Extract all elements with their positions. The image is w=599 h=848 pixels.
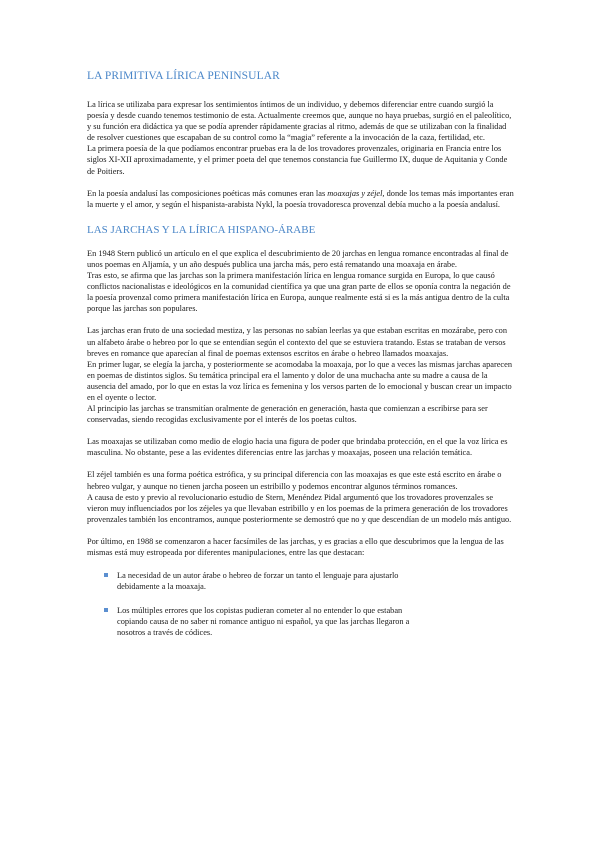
paragraph-gap [87, 458, 515, 469]
bullet-list [87, 570, 515, 638]
paragraph [87, 188, 515, 210]
section-subtitle: LAS JARCHAS Y LA LÍRICA HISPANO-ÁRABE [87, 223, 316, 236]
paragraph: A causa de esto y previo al revolucionario estudio de Stern, Menéndez Pidal argumentó que los trovadores provenzales se vieron muy influenciados por los zéjeles ya que llevaban estribillo y en los poemas de la primera generación de los trovadores provenzales también los encontramos, aunque posteriormente se demostró que no y que descendían de un modelo más antiguo. [87, 492, 512, 524]
square-bullet-icon [104, 573, 108, 577]
paragraph: En primer lugar, se elegía la jarcha, y posteriormente se acomodaba la moaxaja, por lo que a veces las mismas jarchas aparecen en poemas de distintos siglos. Su temática principal era el lamento y dolor de una muchacha ante su madre a causa de la ausencia del amado, por lo que en estas la voz lírica es femenina y los versos parten de lo emocional y buscan crear un impacto en el oyente o lector. [87, 359, 513, 402]
list-item-text: Los múltiples errores que los copistas pudieran cometer al no entender lo que estaban copiando causa de no saber ni romance antiguo ni español, ya que las jarchas llegaron a nosotros a través de códices. [117, 606, 410, 638]
square-bullet-icon [104, 608, 108, 612]
paragraph: El zéjel también es una forma poética estrófica, y su principal diferencia con las moaxajas es que este está escrito en árabe o hebreo vulgar, y aunque no tienen jarcha poseen un estribillo y podemos encontrar algunos términos romances. [87, 470, 502, 491]
paragraph-text: En la poesía andalusí las composiciones poéticas más comunes eran las [87, 188, 328, 198]
paragraph: La primera poesía de la que podíamos encontrar pruebas era la de los trovadores provenzales, originaria en Francia entre los siglos XI-XII aproximadamente, y el primer poeta del que tenemos constancia fue Guillermo IX, duque de Aquitania y Conde de Poitiers. [87, 144, 508, 176]
list-item [87, 570, 427, 592]
paragraph: Tras esto, se afirma que las jarchas son la primera manifestación lírica en lengua romance surgida en Europa, lo que causó conflictos nacionalistas e ideológicos en la comunidad científica ya que una gran parte de ellos se oponía contra la negación de la poesía provenzal como primera manifestación lírica en Europa, aunque realmente está si es la más antigua dentro de la culta porque las jarchas son populares. [87, 271, 511, 314]
paragraph-text: donde los temas más importantes eran la muerte y el amor, y según el hispanista-arabista Nykl, la poesía trovadoresca provenzal debía mucho a la poesía andalusí. [87, 188, 514, 209]
list-item [87, 605, 427, 638]
paragraph-gap [87, 425, 515, 436]
paragraph: En 1948 Stern publicó un artículo en el que explica el descubrimiento de 20 jarchas en lengua romance encontradas al final de unos poemas en Aljamía, y un año después publica una jarcha más, pero está rematando una moaxaja en árabe. [87, 248, 509, 269]
paragraph: Las moaxajas se utilizaban como medio de elogio hacia una figura de poder que brindaba protección, en el que la voz lírica es masculina. No obstante, pese a las evidentes diferencias entre las jarchas y moaxajas, poseen una relación temática. [87, 437, 508, 458]
page-title: LA PRIMITIVA LÍRICA PENINSULAR [87, 70, 280, 82]
paragraph-gap [87, 525, 515, 536]
paragraph: La lírica se utilizaba para expresar los sentimientos íntimos de un individuo, y debemos diferenciar entre cuando surgió la poesía y desde cuando tenemos testimonio de esta. Actualmente creemos que, aunque no haya pruebas, surgió en el paleolítico, y su función era didáctica ya que se podía aprender rápidamente gracias al ritmo, además de que se utilizaban con la finalidad de resolver cuestiones que escapaban de su control como la “magia” referente a la invocación de la caza, fertilidad, etc. [87, 100, 512, 143]
italic-term: moaxajas y zéjel, [327, 188, 385, 198]
list-item-text: La necesidad de un autor árabe o hebreo de forzar un tanto el lenguaje para ajustarlo debidamente a la moaxaja. [117, 571, 399, 592]
paragraph: Al principio las jarchas se transmitían oralmente de generación en generación, hasta que comienzan a escribirse para ser conservadas, siendo recogidas exclusivamente por el interés de los poetas cultos. [87, 404, 488, 425]
paragraph-gap [87, 314, 515, 325]
document-body [87, 70, 515, 652]
paragraph-gap [87, 177, 515, 188]
paragraph: Las jarchas eran fruto de una sociedad mestiza, y las personas no sabían leerlas ya que estaban escritas en mozárabe, pero con un alfabeto árabe o hebreo por lo que se entendían según el contexto del que se estuviera tratando. Estas se trataban de versos breves en romance que aparecían al final de poemas extensos escritos en árabe o hebreo llamados moaxajas. [87, 326, 508, 358]
paragraph: Por último, en 1988 se comenzaron a hacer facsímiles de las jarchas, y es gracias a ello que descubrimos que la lengua de las mismas está muy estropeada por diferentes manipulaciones, entre las que destacan: [87, 536, 504, 557]
